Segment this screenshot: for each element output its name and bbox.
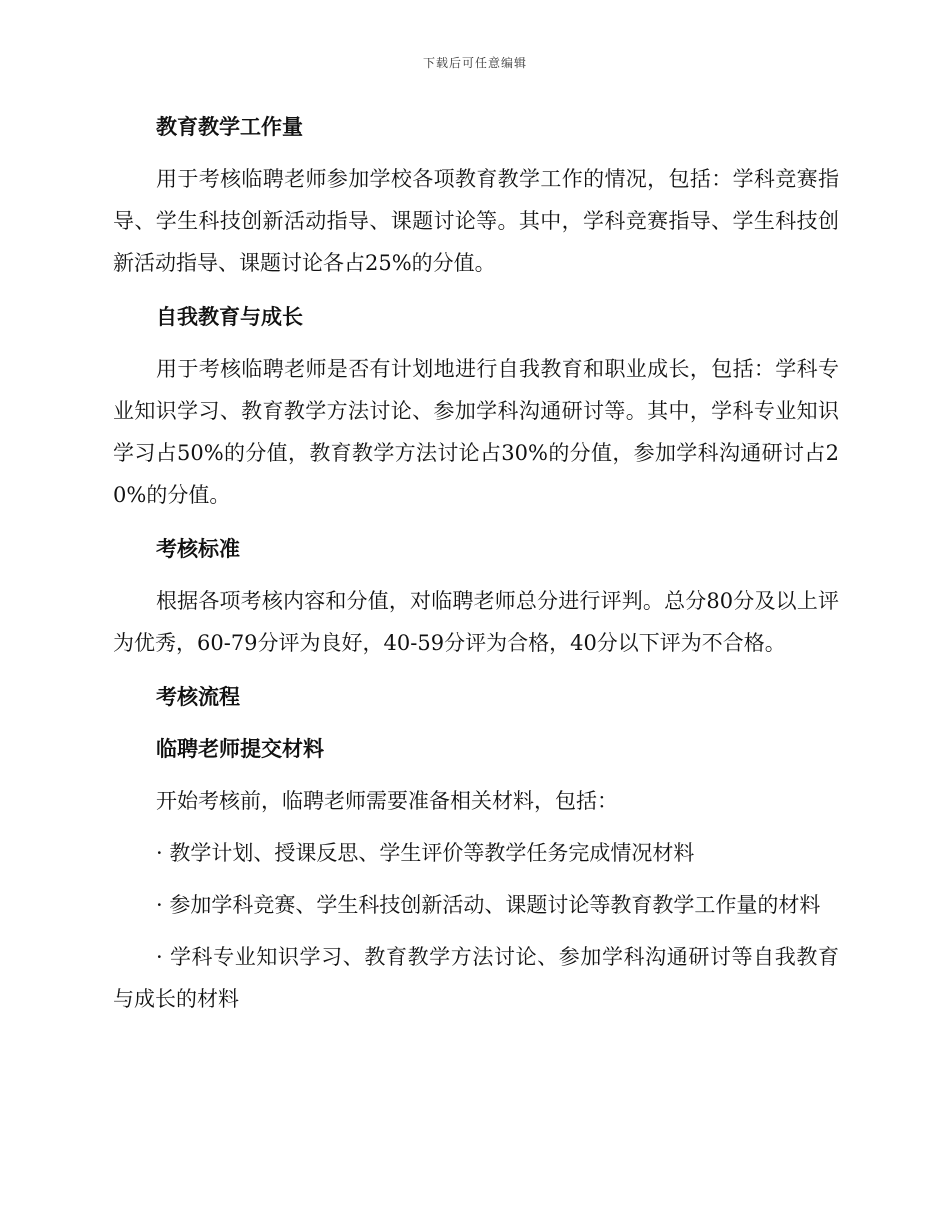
list-item: · 学科专业知识学习、教育教学方法讨论、参加学科沟通研讨等自我教育与成长的材料 [113, 945, 839, 1011]
section-heading-process: 考核流程 [156, 684, 240, 709]
paragraph-workload: 用于考核临聘老师参加学校各项教育教学工作的情况，包括：学科竞赛指导、学生科技创新活动指导、课题讨论等。其中，学科竞赛指导、学生科技创新活动指导、课题讨论各占25%的分值。 [113, 167, 839, 275]
paragraph-growth: 用于考核临聘老师是否有计划地进行自我教育和职业成长，包括：学科专业知识学习、教育教学方法讨论、参加学科沟通研讨等。其中，学科专业知识学习占50%的分值，教育教学方法讨论占30%的分值，参加学科沟通研讨占20%的分值。 [113, 357, 839, 507]
list-item: · 教学计划、授课反思、学生评价等教学任务完成情况材料 [156, 841, 695, 865]
page-header-note: 下载后可任意编辑 [422, 56, 527, 70]
list-item: · 参加学科竞赛、学生科技创新活动、课题讨论等教育教学工作量的材料 [156, 893, 821, 917]
document-body [113, 106, 839, 1020]
section-heading-workload: 教育教学工作量 [156, 114, 303, 139]
section-heading-standard: 考核标准 [156, 536, 240, 561]
paragraph-submit-intro: 开始考核前，临聘老师需要准备相关材料，包括： [156, 789, 618, 813]
section-heading-growth: 自我教育与成长 [156, 304, 303, 329]
section-heading-submit: 临聘老师提交材料 [156, 736, 324, 761]
paragraph-standard: 根据各项考核内容和分值，对临聘老师总分进行评判。总分80分及以上评为优秀，60-79分评为良好，40-59分评为合格，40分以下评为不合格。 [113, 589, 839, 655]
